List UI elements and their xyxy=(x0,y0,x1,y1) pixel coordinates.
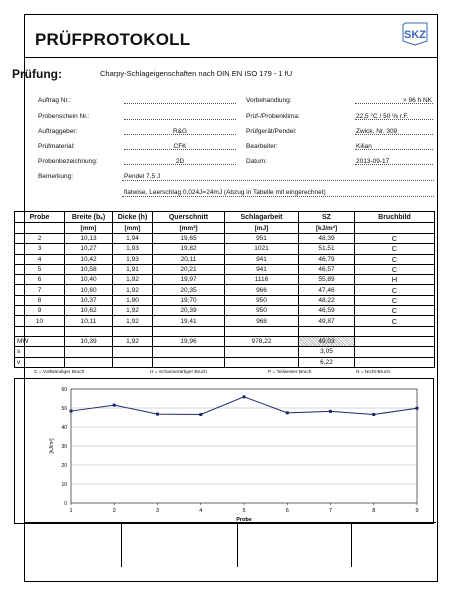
table-cell: 10,13 xyxy=(65,234,113,244)
table-cell: C xyxy=(355,316,435,326)
field-value: Kilian xyxy=(356,143,372,150)
y-tick-label: 50 xyxy=(61,406,67,412)
col-header: Bruchbild xyxy=(355,212,435,223)
table-cell: 1,92 xyxy=(113,285,153,295)
legend-item: C = Vollständiger Bruch xyxy=(34,370,85,375)
table-cell: 4 xyxy=(15,254,65,264)
table-cell xyxy=(113,347,153,357)
table-row xyxy=(15,347,435,357)
table-cell: 1,92 xyxy=(113,316,153,326)
table-cell: 951 xyxy=(225,234,299,244)
table-cell: 10 xyxy=(15,316,65,326)
table-row xyxy=(15,295,435,305)
table-cell: 1116 xyxy=(225,275,299,285)
table-cell xyxy=(355,347,435,357)
table-cell: C xyxy=(355,234,435,244)
table-cell: 55,89 xyxy=(299,275,355,285)
table-cell: 8 xyxy=(15,295,65,305)
y-tick-label: 0 xyxy=(64,501,67,507)
unit-cell xyxy=(15,223,65,234)
table-cell: 1,93 xyxy=(113,244,153,254)
table-row xyxy=(15,357,435,367)
table-cell: 10,11 xyxy=(65,316,113,326)
data-point xyxy=(416,407,419,410)
field-label: Prüf-/Probenklima: xyxy=(246,113,300,120)
col-header: Probe xyxy=(15,212,65,223)
table-cell: 20,11 xyxy=(153,254,225,264)
table-cell: H xyxy=(355,275,435,285)
table-cell: 19,70 xyxy=(153,295,225,305)
table-cell: 48,22 xyxy=(299,295,355,305)
field-label: Probenbezeichnung: xyxy=(38,158,98,165)
table-row xyxy=(15,306,435,316)
table-cell: 46,79 xyxy=(299,254,355,264)
x-tick-label: 7 xyxy=(328,508,333,514)
table-cell xyxy=(65,347,113,357)
series-line xyxy=(71,397,417,415)
results-table xyxy=(14,211,435,368)
table-cell: 1,92 xyxy=(113,306,153,316)
table-cell xyxy=(225,357,299,367)
table-row xyxy=(15,285,435,295)
table-cell: 10,27 xyxy=(65,244,113,254)
table-cell: C xyxy=(355,285,435,295)
y-tick-label: 60 xyxy=(61,387,67,393)
table-header-row xyxy=(15,212,435,223)
col-header: Querschnitt xyxy=(153,212,225,223)
table-cell: 1,90 xyxy=(113,295,153,305)
table-cell: 1,92 xyxy=(113,275,153,285)
table-cell: 20,21 xyxy=(153,264,225,274)
table-cell: 19,96 xyxy=(153,336,225,346)
table-cell: 968 xyxy=(225,316,299,326)
field-label: Vorbehandlung: xyxy=(246,97,292,104)
y-axis-label: [kJ/m²] xyxy=(49,438,55,454)
data-point xyxy=(243,395,246,398)
table-cell: 20,35 xyxy=(153,285,225,295)
table-cell: 19,97 xyxy=(153,275,225,285)
table-cell: 1,92 xyxy=(113,336,153,346)
table-cell: 1021 xyxy=(225,244,299,254)
unit-cell: [mm] xyxy=(113,223,153,234)
table-cell: 941 xyxy=(225,264,299,274)
table-row xyxy=(15,316,435,326)
x-tick-label: 6 xyxy=(285,508,289,514)
col-header: Breite (bₛ) xyxy=(65,212,113,223)
table-cell: 978,22 xyxy=(225,336,299,346)
table-row xyxy=(15,275,435,285)
field-value: > 96 h NK xyxy=(402,97,432,104)
table-cell: 51,51 xyxy=(299,244,355,254)
field-label: Auftrag Nr.: xyxy=(38,97,71,104)
table-cell: 1,91 xyxy=(113,264,153,274)
table-cell: 19,82 xyxy=(153,244,225,254)
unit-cell: [mJ] xyxy=(225,223,299,234)
field-label: Prüfgerät/Pendel: xyxy=(246,128,297,135)
x-tick-label: 5 xyxy=(242,508,246,514)
bemerkung-line1: Pendel 7,5 J xyxy=(124,173,161,180)
table-cell: 7 xyxy=(15,285,65,295)
field-label: Bearbeiter: xyxy=(246,143,278,150)
table-cell: s xyxy=(15,347,65,357)
table-cell: 2 xyxy=(15,234,65,244)
unit-cell xyxy=(355,223,435,234)
table-cell xyxy=(113,357,153,367)
data-point xyxy=(286,411,289,414)
unit-cell: [mm] xyxy=(65,223,113,234)
pruefung-label: Prüfung: xyxy=(12,67,62,81)
field-label: Prüfmaterial: xyxy=(38,143,75,150)
table-cell: 49,87 xyxy=(299,316,355,326)
table-cell: 48,39 xyxy=(299,234,355,244)
field-value: 22,5 °C / 50 % r.F. xyxy=(356,113,409,120)
table-cell xyxy=(153,357,225,367)
table-cell: 46,59 xyxy=(299,306,355,316)
data-point xyxy=(329,410,332,413)
logo-text: SKZ xyxy=(404,29,426,41)
sz-line-chart xyxy=(15,379,433,523)
table-cell: 19,41 xyxy=(153,316,225,326)
field-value: CFK xyxy=(173,143,187,150)
field-label: Datum: xyxy=(246,158,267,165)
field-value: R&G xyxy=(172,128,188,135)
table-cell: 950 xyxy=(225,306,299,316)
table-row xyxy=(15,254,435,264)
table-row xyxy=(15,336,435,346)
table-cell: 9 xyxy=(15,306,65,316)
table-cell: C xyxy=(355,295,435,305)
table-cell: 941 xyxy=(225,254,299,264)
y-tick-label: 30 xyxy=(61,444,67,450)
x-tick-label: 8 xyxy=(372,508,376,514)
table-cell: 10,42 xyxy=(65,254,113,264)
table-cell: C xyxy=(355,254,435,264)
table-cell xyxy=(65,357,113,367)
y-tick-label: 20 xyxy=(61,463,67,469)
field-label: Probenschein Nr.: xyxy=(38,113,90,120)
table-cell: C xyxy=(355,244,435,254)
table-cell: 966 xyxy=(225,285,299,295)
table-cell: 10,58 xyxy=(65,264,113,274)
x-tick-label: 9 xyxy=(415,508,419,514)
table-cell: 5 xyxy=(15,264,65,274)
table-units-row xyxy=(15,223,435,234)
col-header: Dicke (h) xyxy=(113,212,153,223)
table-cell: 20,39 xyxy=(153,306,225,316)
table-cell xyxy=(225,347,299,357)
table-row xyxy=(15,264,435,274)
field-value: Zwick, Nr. 309 xyxy=(356,128,398,135)
skz-logo-icon xyxy=(401,21,429,47)
x-tick-label: 2 xyxy=(112,508,116,514)
data-point xyxy=(372,413,375,416)
pruefung-value: Charpy-Schlageigenschaften nach DIN EN ISO 179 - 1 fU xyxy=(100,69,293,78)
bemerkung-label: Bemerkung: xyxy=(38,173,74,180)
table-cell: 10,60 xyxy=(65,285,113,295)
table-cell xyxy=(355,336,435,346)
legend-item: N = Nicht-Bruch xyxy=(356,370,390,375)
table-cell: 950 xyxy=(225,295,299,305)
x-tick-label: 3 xyxy=(155,508,160,514)
data-point xyxy=(70,410,73,413)
table-cell: MW xyxy=(15,336,65,346)
data-point xyxy=(199,413,202,416)
signature-row xyxy=(24,522,436,567)
table-row xyxy=(15,234,435,244)
table-cell: 10,40 xyxy=(65,275,113,285)
legend-item: P = Teilweiser Bruch xyxy=(268,370,312,375)
table-cell: 10,39 xyxy=(65,336,113,346)
field-value: 2D xyxy=(175,158,185,165)
table-cell: 1,94 xyxy=(113,234,153,244)
col-header: SZ xyxy=(299,212,355,223)
unit-cell: [kJ/m²] xyxy=(299,223,355,234)
page-title: PRÜFPROTOKOLL xyxy=(35,30,191,49)
field-label: Auftraggeber: xyxy=(38,128,78,135)
col-header: Schlagarbeit xyxy=(225,212,299,223)
bemerkung-line2: flatwise, Leerschlag 0,024J=24mJ (Abzug in Tabelle mit eingerechnet) xyxy=(124,189,326,196)
y-tick-label: 40 xyxy=(61,425,67,431)
table-cell xyxy=(355,357,435,367)
y-tick-label: 10 xyxy=(61,482,67,488)
table-cell: 49,03 xyxy=(299,336,355,346)
table-cell: 3,05 xyxy=(299,347,355,357)
table-row xyxy=(15,244,435,254)
legend-item: H = Scharnierartiger Bruch xyxy=(150,370,207,375)
data-point xyxy=(156,413,159,416)
x-tick-label: 1 xyxy=(69,508,73,514)
table-cell: C xyxy=(355,264,435,274)
table-cell: 10,62 xyxy=(65,306,113,316)
x-axis-label: Probe xyxy=(236,517,252,523)
table-cell: 10,37 xyxy=(65,295,113,305)
table-cell: 6 xyxy=(15,275,65,285)
table-cell: 46,57 xyxy=(299,264,355,274)
x-tick-label: 4 xyxy=(199,508,203,514)
table-cell: 47,46 xyxy=(299,285,355,295)
header xyxy=(25,15,437,58)
table-cell: 6,22 xyxy=(299,357,355,367)
table-cell: v xyxy=(15,357,65,367)
field-value: 2013-09-17 xyxy=(356,158,390,165)
unit-cell: [mm²] xyxy=(153,223,225,234)
table-cell: 19,65 xyxy=(153,234,225,244)
chart-box xyxy=(14,378,434,524)
table-cell: 3 xyxy=(15,244,65,254)
table-cell xyxy=(153,347,225,357)
table-cell: C xyxy=(355,306,435,316)
table-cell: 1,93 xyxy=(113,254,153,264)
data-point xyxy=(113,404,116,407)
